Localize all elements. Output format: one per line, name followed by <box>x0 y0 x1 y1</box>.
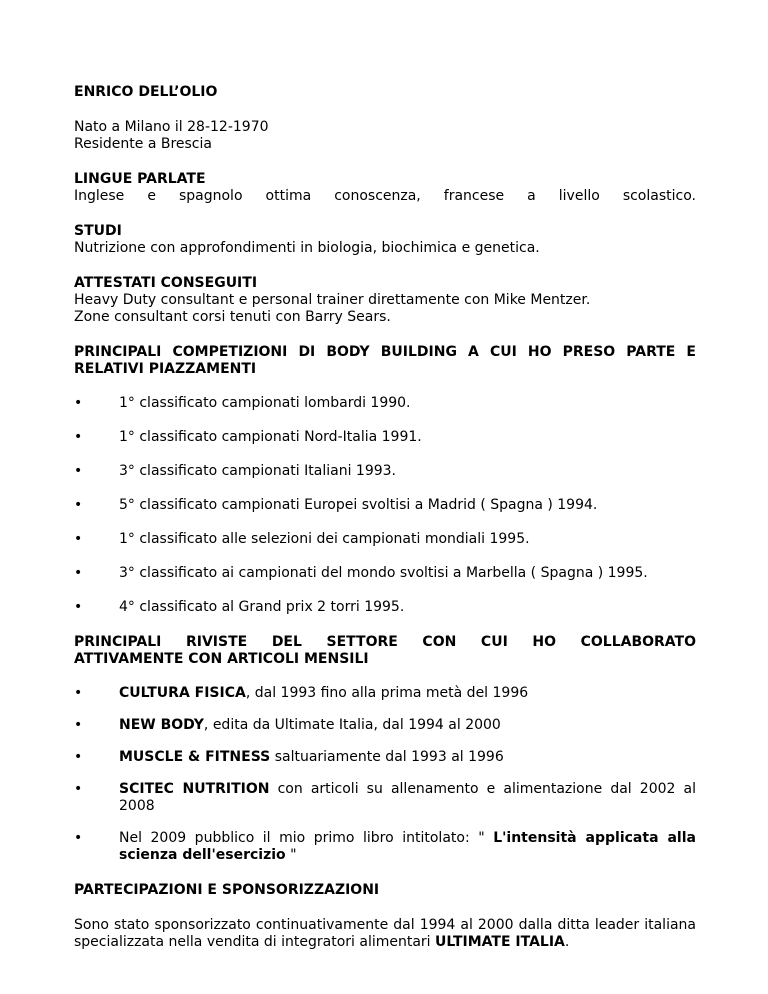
languages-heading: LINGUE PARLATE <box>74 171 206 187</box>
studies-heading: STUDI <box>74 223 122 239</box>
bullet-icon: • <box>74 717 83 733</box>
lang-word: a <box>527 188 536 204</box>
certificate-line: Heavy Duty consultant e personal trainer direttamente con Mike Mentzer. <box>74 292 591 308</box>
studies-section <box>74 223 696 257</box>
bullet-icon: • <box>74 599 83 615</box>
person-name: ENRICO DELL’OLIO <box>74 84 218 100</box>
bullet-icon: • <box>74 463 83 479</box>
studies-text: Nutrizione con approfondimenti in biologia, biochimica e genetica. <box>74 240 540 256</box>
lang-word: livello <box>558 188 600 204</box>
languages-section <box>74 171 696 205</box>
lang-word: spagnolo <box>178 188 243 204</box>
bullet-icon: • <box>74 685 83 701</box>
bullet-icon: • <box>74 429 83 445</box>
cv-content <box>74 84 696 951</box>
sponsorship-text: Sono stato sponsorizzato continuativamente dal 1994 al 2000 dalla ditta leader italiana specializzata nella vendita di integratori alimentari ULTIMATE ITALIA. <box>74 917 696 950</box>
list-item: • 4° classificato al Grand prix 2 torri 1995. <box>74 599 405 615</box>
sponsorship-heading: PARTECIPAZIONI E SPONSORIZZAZIONI <box>74 882 380 898</box>
certificates-section <box>74 275 696 326</box>
bullet-icon: • <box>74 781 83 797</box>
magazines-list <box>74 685 696 864</box>
personal-info <box>74 119 696 153</box>
magazines-section <box>74 634 696 864</box>
list-item: • 5° classificato campionati Europei svoltisi a Madrid ( Spagna ) 1994. <box>74 497 598 513</box>
list-item: • MUSCLE & FITNESS saltuariamente dal 1993 al 1996 <box>74 749 504 765</box>
list-item: • SCITEC NUTRITION con articoli su allenamento e alimentazione dal 2002 al 2008 <box>74 781 696 814</box>
list-item: • 3° classificato campionati Italiani 1993. <box>74 463 396 479</box>
list-item: • CULTURA FISICA, dal 1993 fino alla prima metà del 1996 <box>74 685 529 701</box>
lang-word: scolastico. <box>622 188 696 204</box>
book-title: L'intensità applicata alla scienza dell'esercizio <box>119 830 696 863</box>
competitions-list <box>74 395 696 616</box>
list-item: • 1° classificato campionati Nord-Italia 1991. <box>74 429 422 445</box>
lang-word: francese <box>443 188 505 204</box>
sponsor-brand: ULTIMATE ITALIA <box>435 934 565 950</box>
list-item: • 1° classificato alle selezioni dei campionati mondiali 1995. <box>74 531 530 547</box>
competitions-section <box>74 344 696 616</box>
list-item: • NEW BODY, edita da Ultimate Italia, dal 1994 al 2000 <box>74 717 501 733</box>
list-item: • 3° classificato ai campionati del mondo svoltisi a Marbella ( Spagna ) 1995. <box>74 565 648 581</box>
competitions-heading: PRINCIPALI COMPETIZIONI DI BODY BUILDING A CUI HO PRESO PARTE E RELATIVI PIAZZAMENTI <box>74 344 696 377</box>
sponsorship-section <box>74 882 696 951</box>
certificate-line: Zone consultant corsi tenuti con Barry Sears. <box>74 309 391 325</box>
bullet-icon: • <box>74 830 83 846</box>
lang-word: Inglese <box>74 188 125 204</box>
bullet-icon: • <box>74 565 83 581</box>
residence-info: Residente a Brescia <box>74 136 212 152</box>
lang-word: ottima <box>265 188 312 204</box>
certificates-heading: ATTESTATI CONSEGUITI <box>74 275 258 291</box>
list-item: • Nel 2009 pubblico il mio primo libro intitolato: " L'intensità applicata alla scienza dell'esercizio " <box>74 830 696 863</box>
bullet-icon: • <box>74 531 83 547</box>
birth-info: Nato a Milano il 28-12-1970 <box>74 119 269 135</box>
lang-word: e <box>147 188 156 204</box>
list-item: • 1° classificato campionati lombardi 1990. <box>74 395 411 411</box>
languages-text <box>74 188 696 205</box>
bullet-icon: • <box>74 749 83 765</box>
magazines-heading-line1: PRINCIPALI RIVISTE DEL SETTORE CON CUI HO COLLABORATO <box>74 634 696 650</box>
lang-word: conoscenza, <box>334 188 421 204</box>
bullet-icon: • <box>74 497 83 513</box>
magazines-heading-line2: ATTIVAMENTE CON ARTICOLI MENSILI <box>74 651 369 667</box>
bullet-icon: • <box>74 395 83 411</box>
